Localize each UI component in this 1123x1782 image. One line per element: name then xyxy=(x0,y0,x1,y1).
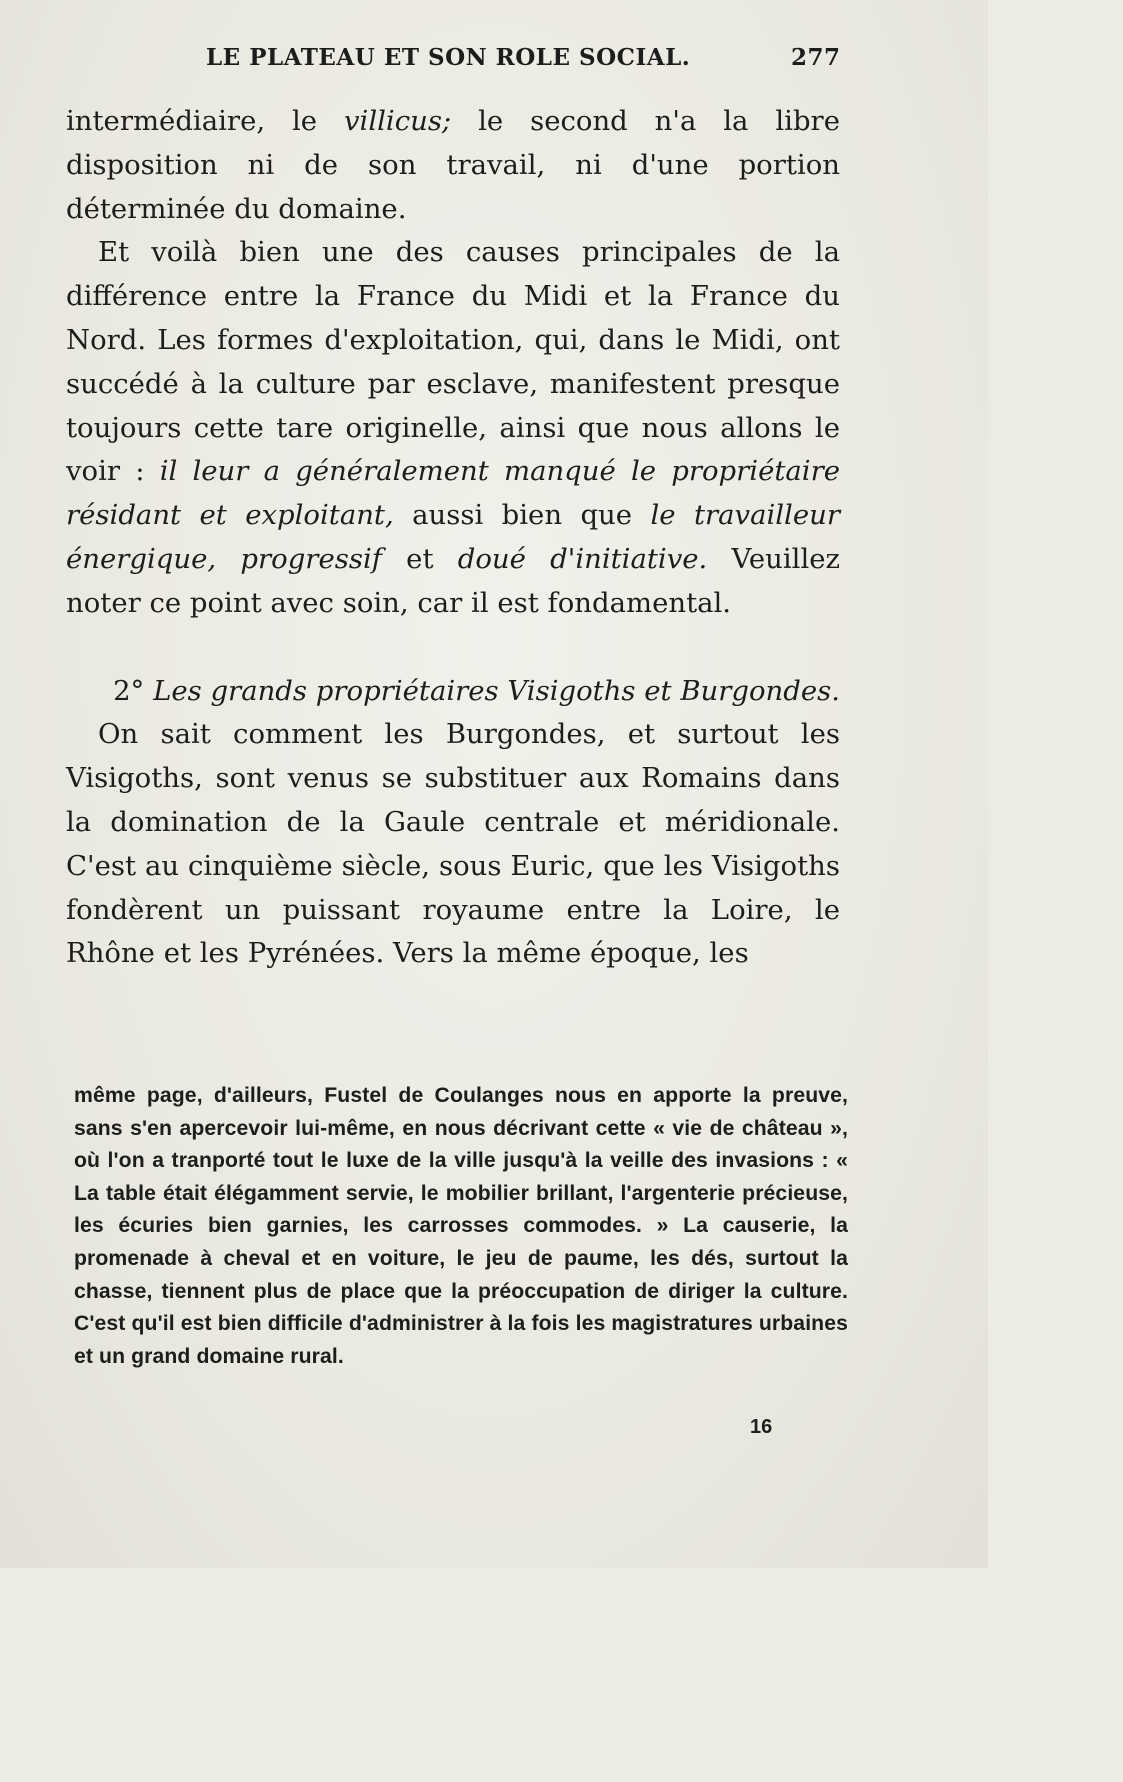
main-text xyxy=(66,100,840,976)
page-number: 277 xyxy=(791,44,841,71)
running-head xyxy=(66,44,848,84)
paragraph-3: On sait comment les Burgondes, et surtout les Visigoths, sont venus se substituer aux Romains dans la domination de la Gaule centrale et méridionale. C'est au cinquième siècle, sous Euric, que les Visigoths fondèrent un puissant royaume entre la Loire, le Rhône et les Pyrénées. Vers la même époque, les xyxy=(66,718,840,970)
section-number: 2° xyxy=(113,674,145,707)
signature-mark: 16 xyxy=(750,1416,773,1438)
p1-text-a: intermédiaire, le xyxy=(66,105,344,137)
footnote xyxy=(74,1080,848,1373)
running-title: LE PLATEAU ET SON ROLE SOCIAL. xyxy=(206,44,691,71)
p2-italic-b: il leur a généralement manqué le propriétaire résidant et exploitant, xyxy=(66,455,841,532)
p1-text-c: le second n'a la libre disposition ni de son travail, ni d'une portion déterminée du domaine. xyxy=(66,105,840,225)
p2-text-e: et xyxy=(381,542,458,575)
p1-italic-villicus: villicus; xyxy=(343,105,452,137)
p2-text-a: Et voilà bien une des causes principales de la différence entre la France du Midi et la France du Nord. Les formes d'exploitation, qui, dans le Midi, ont succédé à la culture par esclave, manifestent presque toujours cette tare originelle, ainsi que nous allons le voir : xyxy=(66,236,840,488)
footnote-text: même page, d'ailleurs, Fustel de Coulanges nous en apporte la preuve, sans s'en apercevoir lui-même, en nous décrivant cette « vie de château », où l'on a tranporté tout le luxe de la ville jusqu'à la veille des invasions : « La table était élégamment servie, le mobilier brillant, l'argenterie précieuse, les écuries bien garnies, les carrosses commodes. » La causerie, la promenade à cheval et en voiture, le jeu de paume, les dés, surtout la chasse, tiennent plus de place que la préoccupation de diriger la culture. C'est qu'il est bien difficile d'administrer à la fois les magistratures urbaines et un grand domaine rural. xyxy=(74,1084,848,1368)
p2-text-c: aussi bien que xyxy=(393,499,651,532)
p2-text-g: Veuillez noter ce point avec soin, car il est fondamental. xyxy=(66,542,841,619)
section-heading xyxy=(66,670,840,714)
p2-italic-f: doué d'initiative. xyxy=(457,542,708,575)
paragraph-2 xyxy=(66,231,840,625)
p2-italic-d: le travailleur énergique, progressif xyxy=(66,499,840,575)
section-title: Les grands propriétaires Visigoths et Burgondes. xyxy=(153,674,840,707)
paragraph-1 xyxy=(66,100,840,231)
